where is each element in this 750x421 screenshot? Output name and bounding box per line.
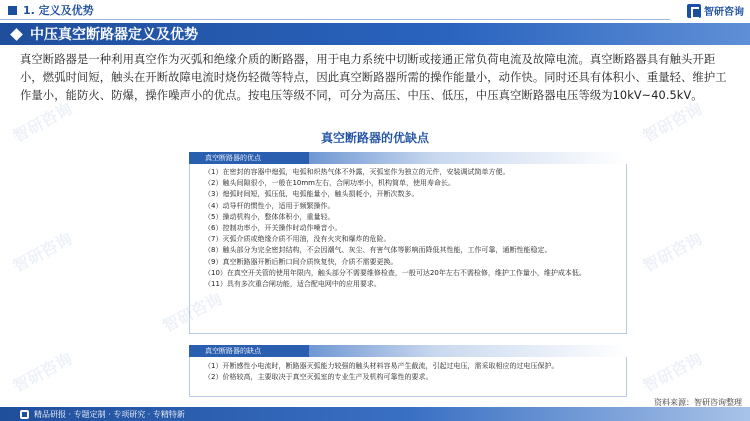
watermark: 智研咨询	[639, 228, 706, 276]
header-gradient	[309, 345, 627, 357]
list-item: （1）开断感性小电流时，断路器灭弧能力较强的触头材料容易产生截流，引起过电压，需采取相应的过电压保护。	[204, 362, 559, 370]
list-item: （2）价格较高，主要取决于真空灭弧室的专业生产及机构可靠性的要求。	[204, 373, 433, 381]
footer-bar	[0, 407, 750, 421]
advantages-panel	[189, 152, 627, 334]
disadvantages-label: 真空断路器的缺点	[189, 345, 309, 357]
watermark: 智研咨询	[9, 228, 76, 276]
list-item: （7）灭弧介质或绝缘介质不用油，没有火灾和爆炸的危险。	[204, 235, 391, 244]
section-marker	[8, 6, 17, 15]
page-title: 中压真空断路器定义及优势	[30, 27, 198, 43]
disadvantages-list	[204, 361, 612, 383]
header-gradient	[309, 152, 627, 164]
section-header	[0, 0, 750, 20]
list-item: （9）真空断路器开断后断口间介质恢复快，介质不需要更换。	[204, 257, 398, 266]
watermark: 智研咨询	[9, 98, 76, 146]
disadvantages-panel-header	[189, 345, 627, 357]
watermark: 智研咨询	[9, 348, 76, 396]
list-item: （1）在密封的容器中熄弧，电弧和炽热气体不外露，灭弧室作为独立的元件，安装调试简单方便。	[204, 168, 510, 176]
section-rule	[0, 19, 670, 20]
list-item: （10）在真空开关管的使用年限内，触头部分不需要维修检查，一般可达20年左右不需检修，维护工作量小，维护成本低。	[204, 268, 586, 277]
section-title: 1. 定义及优势	[23, 4, 94, 17]
figure-title: 真空断路器的优缺点	[320, 131, 429, 145]
brand-name: 智研咨询	[704, 7, 744, 18]
brand-logo	[687, 3, 744, 18]
list-item: （11）具有多次重合闸功能，适合配电网中的应用要求。	[204, 280, 381, 289]
footer-logo-icon	[20, 410, 29, 419]
watermark: 智研咨询	[639, 348, 706, 396]
brand-logo-icon	[687, 4, 701, 18]
watermark: 智研咨询	[639, 98, 706, 146]
list-item: （6）控制功率小，开关操作时动作噪音小。	[204, 224, 342, 233]
intro-paragraph: 真空断路器是一种利用真空作为灭弧和绝缘介质的断路器，用于电力系统中切断或接通正常负荷电流及故障电流。真空断路器具有触头开距小，燃弧时间短，触头在开断故障电流时烧伤轻微等特点，因此真空断路器所需的操作能量小，动作快。同时还具有体积小、重量轻、维护工作量小，能防火、防爆，操作噪声小的优点。按电压等级不同，可分为高压、中压、低压，中压真空断路器电压等级为10kV~40.5kV。	[20, 53, 727, 102]
list-item: （4）动导杆的惯性小，适用于频繁操作。	[204, 201, 335, 210]
list-item: （3）熄弧时间短，弧压低，电弧能量小，触头损耗小，开断次数多。	[204, 190, 419, 199]
source-note: 资料来源：智研咨询整理	[654, 398, 742, 407]
advantages-label: 真空断路器的优点	[189, 152, 309, 164]
list-item: （8）触头部分为完全密封结构，不会因潮气、灰尘、有害气体等影响而降低其性能，工作可靠，通断性能稳定。	[204, 246, 552, 255]
footer-tagline: 精品研报 · 专题定制 · 专项研究 · 专精特新	[34, 409, 185, 419]
list-item: （2）触头间隙很小，一般在10mm左右，合闸功率小，机构简单，使用寿命长。	[204, 179, 455, 188]
disadvantages-panel	[189, 345, 627, 397]
list-item: （5）操动机构小，整体体积小，重量轻。	[204, 212, 335, 221]
advantages-panel-header	[189, 152, 627, 164]
advantages-list	[204, 167, 612, 290]
diamond-icon	[10, 28, 23, 41]
title-banner	[0, 23, 750, 45]
